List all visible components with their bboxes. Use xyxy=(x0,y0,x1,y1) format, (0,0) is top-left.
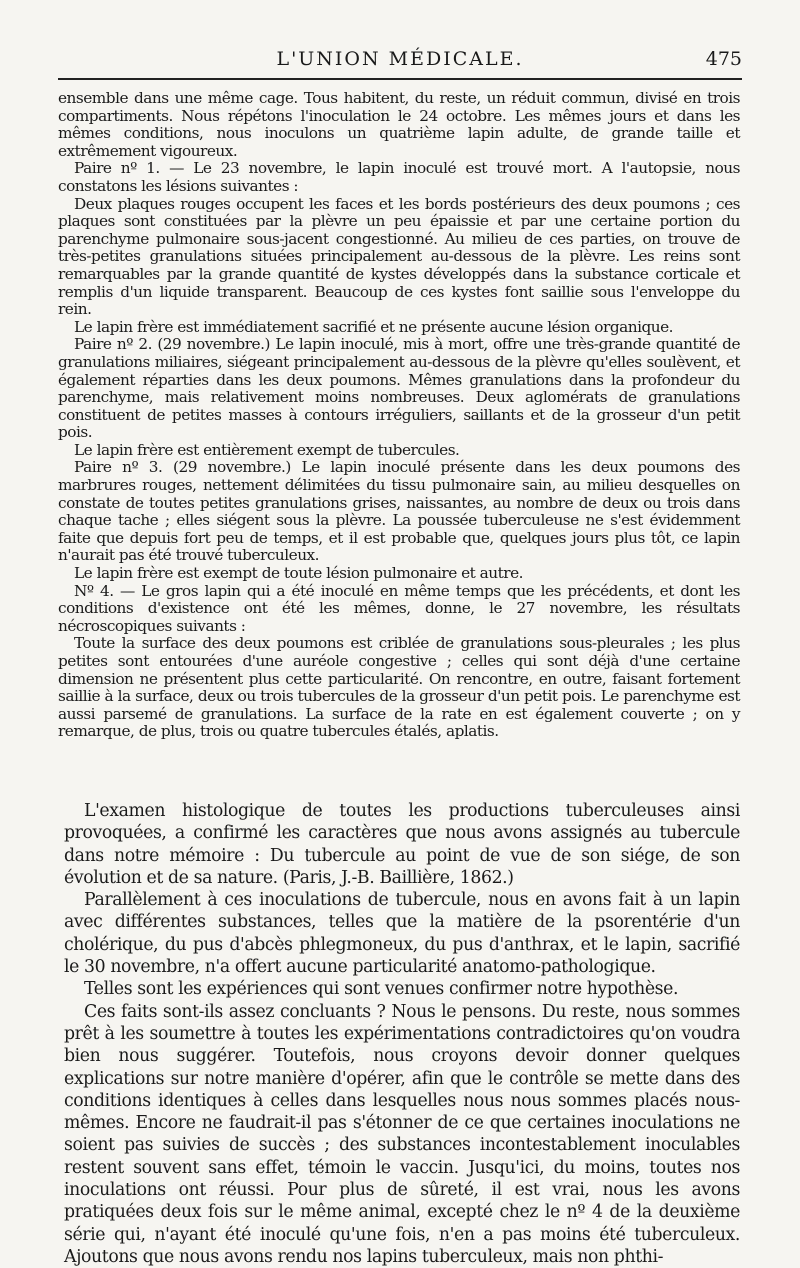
page-header xyxy=(58,42,742,76)
paragraph-pair-2: Paire nº 2. (29 novembre.) Le lapin inoculé, mis à mort, offre une très-grande quantité de granulations miliaires, siégeant principalement au-dessous de la plèvre qu'elles soulèvent, et également réparties dans les deux poumons. Mêmes granulations dans la profondeur du parenchyme, mais relativement moins nombreuses. Deux aglomérats de granulations constituent de petites masses à contours irréguliers, saillants et de la grosseur d'un petit pois. xyxy=(58,335,740,442)
paragraph-pair-1: Paire nº 1. — Le 23 novembre, le lapin inoculé est trouvé mort. A l'autopsie, nous constatons les lésions suivantes : xyxy=(58,159,740,195)
page-number: 475 xyxy=(705,48,742,70)
paragraph-pair-3-brother: Le lapin frère est exempt de toute lésion pulmonaire et autre. xyxy=(74,564,524,583)
header-rule xyxy=(58,78,742,80)
paragraph-pair-1-lesions: Deux plaques rouges occupent les faces et les bords postérieurs des deux poumons ; ces plaques sont constituées par la plèvre un peu épaissie et par une certaine portion du parenchyme pulmonaire sous-jacent congestionné. Au milieu de ces parties, on trouve de très-petites granulations situées principalement au-dessous de la plèvre. Les reins sont remarquables par la grande quantité de kystes développés dans la substance corticale et remplis d'un liquide transparent. Beaucoup de ces kystes font saillie sous l'enveloppe du rein. xyxy=(58,194,740,319)
paragraph-cage: ensemble dans une même cage. Tous habitent, du reste, un réduit commun, divisé en trois compartiments. Nous répétons l'inoculation le 24 octobre. Les mêmes jours et dans les mêmes conditions, nous inoculons un quatrième lapin adulte, de grande taille et extrêmement vigoureux. xyxy=(58,89,740,160)
paragraph-no-4: Nº 4. — Le gros lapin qui a été inoculé en même temps que les précédents, et dont les conditions d'existence ont été les mêmes, donne, le 27 novembre, les résultats nécroscopiques suivants : xyxy=(58,581,740,635)
paragraph-pair-1-brother: Le lapin frère est immédiatement sacrifié et ne présente aucune lésion organique. xyxy=(74,317,674,336)
paragraph-experiments: Telles sont les expériences qui sont venues confirmer notre hypothèse. xyxy=(84,979,679,1000)
paragraph-pair-3: Paire nº 3. (29 novembre.) Le lapin inoculé présente dans les deux poumons des marbrures rouges, nettement délimitées du tissu pulmonaire sain, au milieu desquelles on constate de toutes petites granulations grises, naissantes, au nombre de deux ou trois dans chaque tache ; elles siégent sous la plèvre. La poussée tuberculeuse ne s'est évidemment faite que depuis fort peu de temps, et il est probable que, quelques jours plus tôt, ce lapin n'aurait pas été trouvé tuberculeux. xyxy=(58,458,740,565)
small-print-section xyxy=(58,90,740,741)
paragraph-pair-2-brother: Le lapin frère est entièrement exempt de tubercules. xyxy=(74,440,460,459)
main-text-section xyxy=(64,800,740,1268)
paragraph-conclusions: Ces faits sont-ils assez concluants ? Nous le pensons. Du reste, nous sommes prêt à les soumettre à toutes les expérimentations contradictoires qu'on voudra bien nous suggérer. Toutefois, nous croyons devoir donner quelques explications sur notre manière d'opérer, afin que le contrôle se mette dans des conditions identiques à celles dans lesquelles nous nous sommes placés nous-mêmes. Encore ne faudrait-il pas s'étonner de ce que certaines inoculations ne soient pas suivies de succès ; des substances incontestablement inoculables restent souvent sans effet, témoin le vaccin. Jusqu'ici, du moins, toutes nos inoculations ont réussi. Pour plus de sûreté, il est vrai, nous les avons pratiquées deux fois sur le même animal, excepté chez le nº 4 de la deuxième série qui, n'ayant été inoculé qu'une fois, n'en a pas moins été tuberculeux. Ajoutons que nous avons rendu nos lapins tuberculeux, mais non phthi- xyxy=(64,1001,740,1267)
paragraph-histology: L'examen histologique de toutes les productions tuberculeuses ainsi provoquées, a confirmé les caractères que nous avons assignés au tubercule dans notre mémoire : Du tubercule au point de vue de son siége, de son évolution et de sa nature. (Paris, J.-B. Baillière, 1862.) xyxy=(64,801,740,888)
paragraph-parallel-inoculations: Parallèlement à ces inoculations de tubercule, nous en avons fait à un lapin avec différentes substances, telles que la matière de la psorentérie d'un cholérique, du pus d'abcès phlegmoneux, du pus d'anthrax, et le lapin, sacrifié le 30 novembre, n'a offert aucune particularité anatomo-pathologique. xyxy=(64,890,740,978)
running-title: L'UNION MÉDICALE. xyxy=(276,48,524,70)
paragraph-no-4-lesions: Toute la surface des deux poumons est criblée de granulations sous-pleurales ; les plus petites sont entourées d'une auréole congestive ; celles qui sont déjà d'une certaine dimension ne présentent plus cette particularité. On rencontre, en outre, faisant fortement saillie à la surface, deux ou trois tubercules de la grosseur d'un petit pois. Le parenchyme est aussi parsemé de granulations. La surface de la rate en est également couverte ; on y remarque, de plus, trois ou quatre tubercules étalés, aplatis. xyxy=(58,634,740,741)
